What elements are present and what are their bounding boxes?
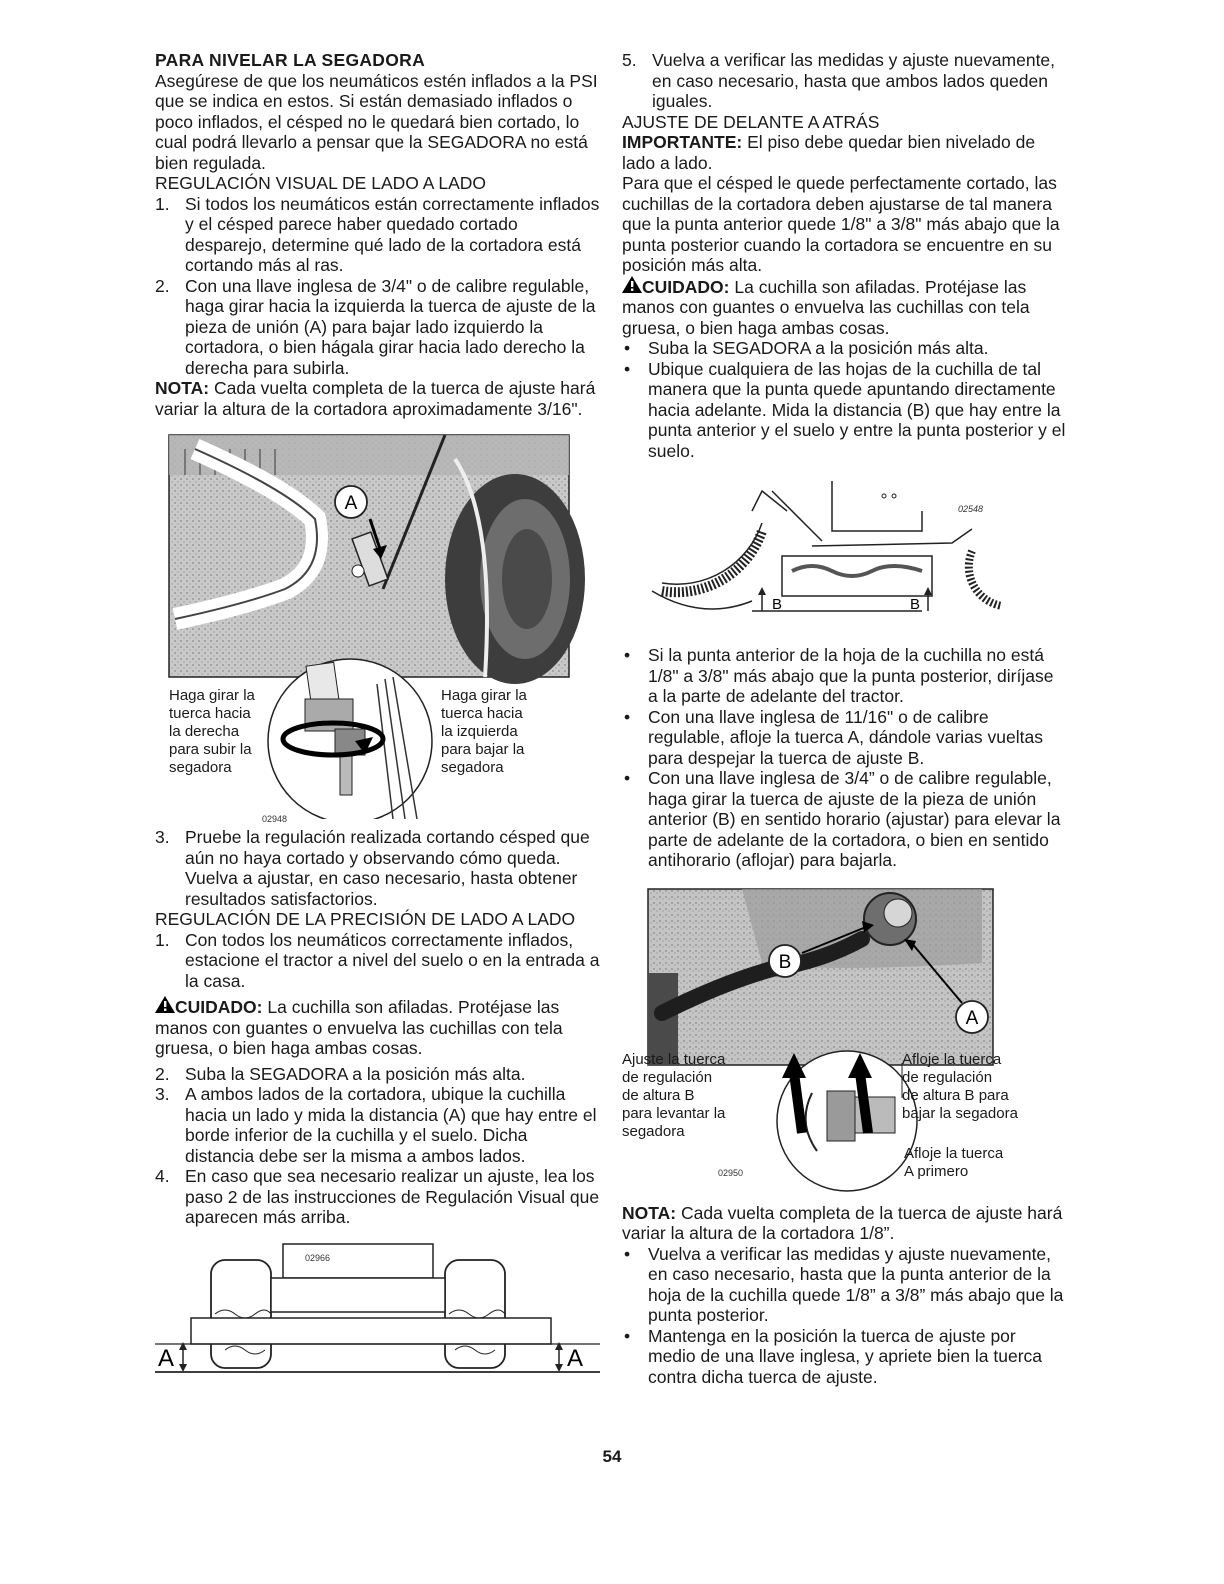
bullet-item: • Ubique cualquiera de las hojas de la cuchilla de tal manera que la punta quede apuntando directamente hacia adelante. Mida la distancia (B) que hay entre la punta anterior y el suelo y entre la punta posterior y el suelo. (624, 358, 1066, 461)
bullet-item: • Si la punta anterior de la hoja de la cuchilla no está 1/8" a 3/8" más abajo que la punta posterior, diríjase a la parte de adelante del tractor. (624, 645, 1054, 706)
page-number: 54 (602, 1447, 622, 1466)
front-rear-heading: AJUSTE DE DELANTE A ATRÁS (622, 111, 880, 132)
visual-step-3: 3. Pruebe la regulación realizada cortando césped que aún no haya cortado y observando cómo queda. Vuelva a ajustar, en caso necesario, hasta obtener resultados satisfactorios. (155, 827, 590, 909)
note-paragraph-right: NOTA: Cada vuelta completa de la tuerca de ajuste hará variar la altura de la cortadora 1/8”. (622, 1202, 1063, 1243)
figure-linkage-nut (155, 429, 600, 824)
front-rear-paragraph: Para que el césped le quede perfectamente cortado, las cuchillas de la cortadora deben ajustarse de tal manera que la punta anterior quede 1/8" a 3/8" más abajo que la punta posterior cuando la cortadora se encuentre en su posición más alta. (622, 173, 1060, 275)
visual-step-1: 1. Si todos los neumáticos están correctamente inflados y el césped parece haber quedado cortado desparejo, determine qué lado de la cortadora está cortando más al ras. (155, 193, 600, 275)
label-a-left: A (158, 1344, 175, 1372)
caption-loosen-a-first: Afloje la tuerca A primero (904, 1144, 1004, 1180)
label-a-right: A (567, 1344, 584, 1372)
section-title: PARA NIVELAR LA SEGADORA (155, 50, 426, 70)
callout-a: A (344, 493, 358, 514)
deck-illustration (155, 1238, 600, 1380)
warning-icon (622, 276, 642, 293)
precision-step-1: 1. Con todos los neumáticos correctamente inflados, estacione el tractor a nivel del suelo o en la entrada a la casa. (155, 929, 600, 991)
precision-step-5: 5. Vuelva a verificar las medidas y ajuste nuevamente, en caso necesario, hasta que ambos lados queden iguales. (622, 50, 1056, 111)
caption-tighten: Ajuste la tuerca de regulación de altura B para levantar la segadora (622, 1050, 726, 1140)
visual-heading: REGULACIÓN VISUAL DE LADO A LADO (155, 173, 486, 193)
figure-deck-front (155, 1238, 600, 1380)
figure-front-adjustment (622, 883, 1067, 1203)
figure-number: 02548 (958, 504, 984, 514)
figure-number: 02948 (262, 814, 288, 824)
figure-number: 02966 (305, 1252, 331, 1263)
caution-paragraph: CUIDADO: La cuchilla son afiladas. Protéjase las manos con guantes o envuelva las cuchillas con tela gruesa, o bien haga ambas cosas. (155, 997, 563, 1058)
precision-step-3: 3. A ambos lados de la cortadora, ubique la cuchilla hacia un lado y mida la distancia (A) que hay entre el borde inferior de la cuchilla y el suelo. Dicha distancia debe ser la misma a ambos lados. (155, 1084, 597, 1166)
callout-b: B (778, 951, 792, 973)
precision-step-2: 2. Suba la SEGADORA a la posición más alta. (155, 1063, 526, 1084)
warning-icon (155, 996, 175, 1013)
intro-paragraph: Asegúrese de que los neumáticos estén inflados a la PSI que se indica en estos. Si están demasiado inflados o poco inflados, el césped no le quedará bien cortado, lo cual podrá llevarlo a pensar que la SEGADORA no está bien regulada. (155, 70, 598, 173)
label-b-front: B (772, 596, 783, 613)
bullet-item: • Con una llave inglesa de 3/4” o de calibre regulable, haga girar la tuerca de ajuste de la pieza de unión anterior (B) en sentido horario (ajustar) para elevar la parte de adelante de la cortadora, o bien en sentido antihorario (aflojar) para bajarla. (624, 768, 1061, 870)
label-b-rear: B (910, 596, 921, 613)
side-view-illustration (622, 471, 1067, 641)
bullet-item: • Vuelva a verificar las medidas y ajuste nuevamente, en caso necesario, hasta que la punta anterior de la hoja de la cuchilla quede 1/8” a 3/8” más abajo que la punta posterior. (624, 1243, 1064, 1325)
precision-step-4: 4. En caso que sea necesario realizar un ajuste, lea los paso 2 de las instrucciones de Regulación Visual que aparecen más arriba. (155, 1166, 600, 1227)
bullet-item: • Con una llave inglesa de 11/16" o de calibre regulable, afloje la tuerca A, dándole varias vueltas para despejar la tuerca de ajuste B. (624, 706, 1043, 768)
caption-turn-right: Haga girar la tuerca hacia la derecha para subir la segadora (169, 687, 255, 776)
caption-turn-left: Haga girar la tuerca hacia la izquierda para bajar la segadora (441, 687, 527, 776)
right-column (622, 50, 1067, 1387)
visual-step-2: 2. Con una llave inglesa de 3/4" o de calibre regulable, haga girar hacia la izquierda la tuerca de ajuste de la pieza de unión (A) para bajar lado izquierdo la cortadora, o bien hágala girar hacia lado derecho la derecha para subirla. (155, 275, 596, 378)
figure-number: 02950 (718, 1167, 744, 1178)
important-paragraph: IMPORTANTE: El piso debe quedar bien nivelado de lado a lado. (622, 132, 1036, 173)
bullet-item: • Mantenga en la posición la tuerca de ajuste por medio de una llave inglesa, y apriete bien la tuerca contra dicha tuerca de ajuste. (624, 1325, 1042, 1387)
bullet-item: • Suba la SEGADORA a la posición más alta. (624, 338, 989, 358)
caption-loosen: Afloje la tuerca de regulación de altura B para bajar la segadora (902, 1050, 1018, 1122)
precision-heading: REGULACIÓN DE LA PRECISIÓN DE LADO A LADO (155, 909, 576, 929)
caution-paragraph-right: CUIDADO: La cuchilla son afiladas. Protéjase las manos con guantes o envuelva las cuchillas con tela gruesa, o bien haga ambas cosas. (622, 276, 1030, 338)
figure-side-view (622, 471, 1067, 641)
note-paragraph: NOTA: Cada vuelta completa de la tuerca de ajuste hará variar la altura de la cortadora aproximadamente 3/16". (155, 378, 596, 419)
callout-a: A (965, 1007, 979, 1029)
left-column (155, 50, 600, 1380)
